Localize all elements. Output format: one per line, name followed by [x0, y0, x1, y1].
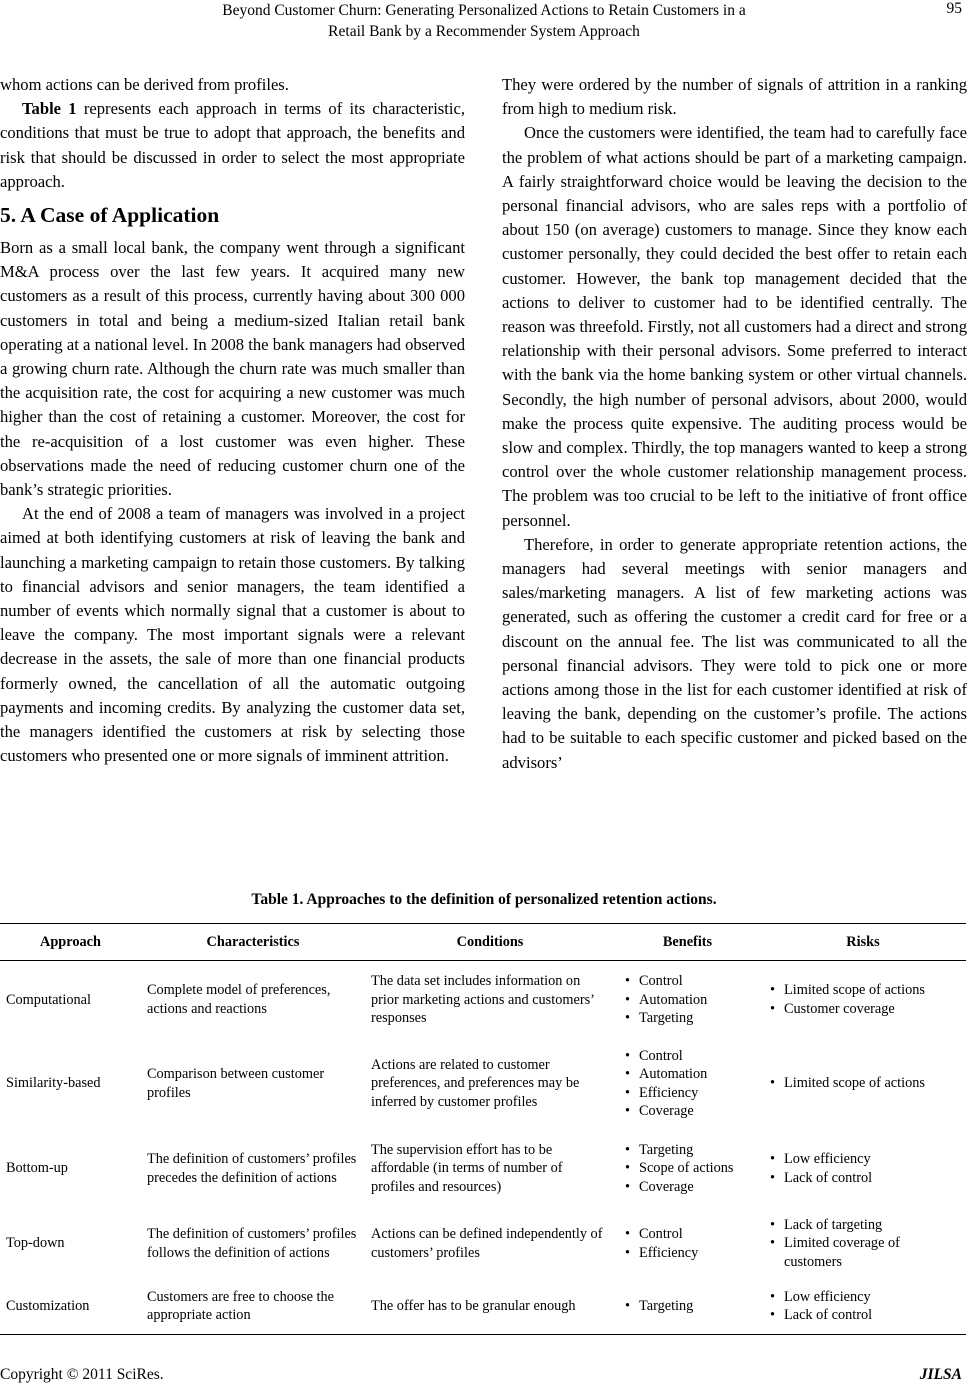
approach-cell: Bottom-up [6, 1160, 68, 1177]
benefit-item: • Targeting [621, 1141, 754, 1160]
column-header: Approach [40, 933, 101, 950]
table-row [0, 1039, 966, 1129]
table-row [0, 961, 966, 1039]
table-header-row [0, 924, 966, 961]
benefit-item: • Scope of actions [621, 1159, 754, 1178]
approaches-table [0, 923, 966, 1335]
paragraph: They were ordered by the number of signals of attrition in a ranking from high to medium risk. [502, 75, 967, 119]
benefit-item: • Control [621, 972, 754, 991]
risk-item: • Limited scope of actions [766, 981, 960, 1000]
conditions-cell: The offer has to be granular enough [371, 1298, 576, 1314]
page-header [0, 0, 968, 42]
benefits-cell [615, 1129, 760, 1209]
table-row [0, 1209, 966, 1279]
column-header: Conditions [456, 933, 524, 950]
conditions-cell: The supervision effort has to be affordable (in terms of number of profiles and resources) [371, 1141, 563, 1195]
benefits-cell [615, 1209, 760, 1279]
paragraph: Born as a small local bank, the company went through a significant M&A process over the last few years. It acquired many new customers as a result of this process, currently having about 300 000 customers in total and being a medium-sized Italian retail bank operating at a national level. In 2008 the bank managers had observed a growing churn rate. Although the churn rate was much smaller than the acquisition rate, the cost for acquiring a new customer was much higher than the cost of retaining a customer. Moreover, the cost for the re-acquisition of a lost customer was even higher. These observations made the need of reducing customer churn one of the bank’s strategic priorities. [0, 238, 465, 500]
characteristics-cell: Customers are free to choose the appropriate action [147, 1288, 334, 1324]
benefit-item: • Control [621, 1225, 754, 1244]
section-heading: 5. A Case of Application [0, 203, 220, 228]
approach-cell: Customization [6, 1298, 90, 1314]
approach-cell: Similarity-based [6, 1075, 101, 1092]
approach-cell: Computational [6, 991, 91, 1008]
risks-cell [760, 1209, 966, 1279]
column-header: Benefits [662, 933, 713, 950]
journal-abbreviation: JILSA [919, 1366, 962, 1383]
running-title-line-2: Retail Bank by a Recommender System Approach [328, 23, 640, 40]
risk-item: • Low efficiency [766, 1150, 960, 1169]
characteristics-cell: Comparison between customer profiles [147, 1066, 325, 1101]
characteristics-cell: Complete model of preferences, actions and reactions [147, 982, 331, 1017]
right-column [502, 73, 967, 775]
characteristics-cell: The definition of customers’ profiles precedes the definition of actions [147, 1151, 357, 1186]
characteristics-cell: The definition of customers’ profiles follows the definition of actions [147, 1226, 357, 1261]
risk-item: • Limited scope of actions [766, 1074, 960, 1093]
benefit-item: • Control [621, 1047, 754, 1066]
paragraph: At the end of 2008 a team of managers was involved in a project aimed at both identifying customers at risk of leaving the bank and launching a marketing campaign to retain those customers. By talking to financial advisors and senior managers, the team identified a number of events which normally signal that a customer is about to leave the company. The most important signals were a relevant decrease in the assets, the sale of more than one financial products formerly owned, the cancellation of all the automatic outgoing payments and incoming credits. By analyzing the customer data set, the managers identified the customers at risk by selecting those customers who presented one or more signals of imminent attrition. [0, 504, 465, 766]
benefits-cell [615, 1279, 760, 1335]
approach-cell: Top-down [6, 1235, 65, 1252]
column-header: Risks [846, 933, 880, 950]
paragraph: whom actions can be derived from profiles. [0, 75, 289, 94]
page-number: 95 [946, 0, 962, 17]
benefits-cell [615, 961, 760, 1039]
conditions-cell: Actions are related to customer preferences, and preferences may be inferred by customer profiles [371, 1056, 580, 1110]
benefit-item: • Coverage [621, 1102, 754, 1121]
risk-item: • Low efficiency [766, 1288, 960, 1307]
paragraph [0, 97, 465, 194]
conditions-cell: Actions can be defined independently of customers’ profiles [371, 1226, 603, 1261]
risk-item: • Lack of control [766, 1306, 960, 1325]
benefit-item: • Efficiency [621, 1084, 754, 1103]
benefit-item: • Automation [621, 1065, 754, 1084]
risks-cell [760, 1279, 966, 1335]
risk-item: • Lack of control [766, 1169, 960, 1188]
benefit-item: • Coverage [621, 1178, 754, 1197]
paragraph: Once the customers were identified, the team had to carefully face the problem of what actions should be part of a marketing campaign. A fairly straightforward choice would be leaving the decision to the personal financial advisors, who are sales reps with a portfolio of about 150 (on average) customers to manage. Since they know each customer personally, they could decided the best offer to retain each customer. However, the bank top management decided that the actions to deliver to customer had to be identified centrally. The reason was threefold. Firstly, not all customers had a direct and strong relationship with their personal advisors. Some preferred to interact with the bank via the home banking system or other virtual channels. Secondly, the high number of personal advisors, about 2000, would make the process quite expensive. The auditing process would be slow and complex. Thirdly, the top managers wanted to keep a strong control over the whole customer relationship management process. The problem was too crucial to be left to the initiative of front office personnel. [502, 123, 967, 530]
paragraph-text: represents each approach in terms of its characteristic, conditions that must be true to adopt that approach, the benefits and risk that should be discussed in order to select the most appropriate approach. [0, 99, 465, 191]
table-row [0, 1129, 966, 1209]
copyright-notice: Copyright © 2011 SciRes. [0, 1366, 164, 1383]
benefit-item: • Automation [621, 991, 754, 1010]
running-title-line-1: Beyond Customer Churn: Generating Personalized Actions to Retain Customers in a [222, 2, 746, 19]
column-header: Characteristics [206, 933, 300, 950]
paragraph: Therefore, in order to generate appropriate retention actions, the managers had several meetings with senior managers and sales/marketing managers. A list of few marketing actions was generated, such as offering the customer a credit card for free or a discount on the annual fee. The list was communicated to all the personal financial advisors. They were told to pick one or more actions among those in the list for each customer identified at risk of leaving the bank, depending on the customer’s profile. The actions had to be suitable to each specific customer and picked based on the advisors’ [502, 534, 967, 772]
benefit-item: • Targeting [621, 1297, 754, 1316]
risks-cell [760, 1039, 966, 1129]
conditions-cell: The data set includes information on prior marketing actions and customers’ responses [371, 973, 594, 1026]
benefits-cell [615, 1039, 760, 1129]
table-caption: Table 1. Approaches to the definition of personalized retention actions. [251, 891, 717, 908]
risks-cell [760, 961, 966, 1039]
risk-item: • Customer coverage [766, 1000, 960, 1019]
risk-item: • Lack of targeting [766, 1216, 960, 1235]
table-reference: Table 1 [22, 99, 77, 119]
benefit-item: • Targeting [621, 1009, 754, 1028]
risk-item: • Limited coverage of customers [766, 1234, 960, 1271]
benefit-item: • Efficiency [621, 1244, 754, 1263]
left-column [0, 73, 465, 768]
table-row [0, 1279, 966, 1335]
risks-cell [760, 1129, 966, 1209]
running-title [0, 0, 968, 42]
